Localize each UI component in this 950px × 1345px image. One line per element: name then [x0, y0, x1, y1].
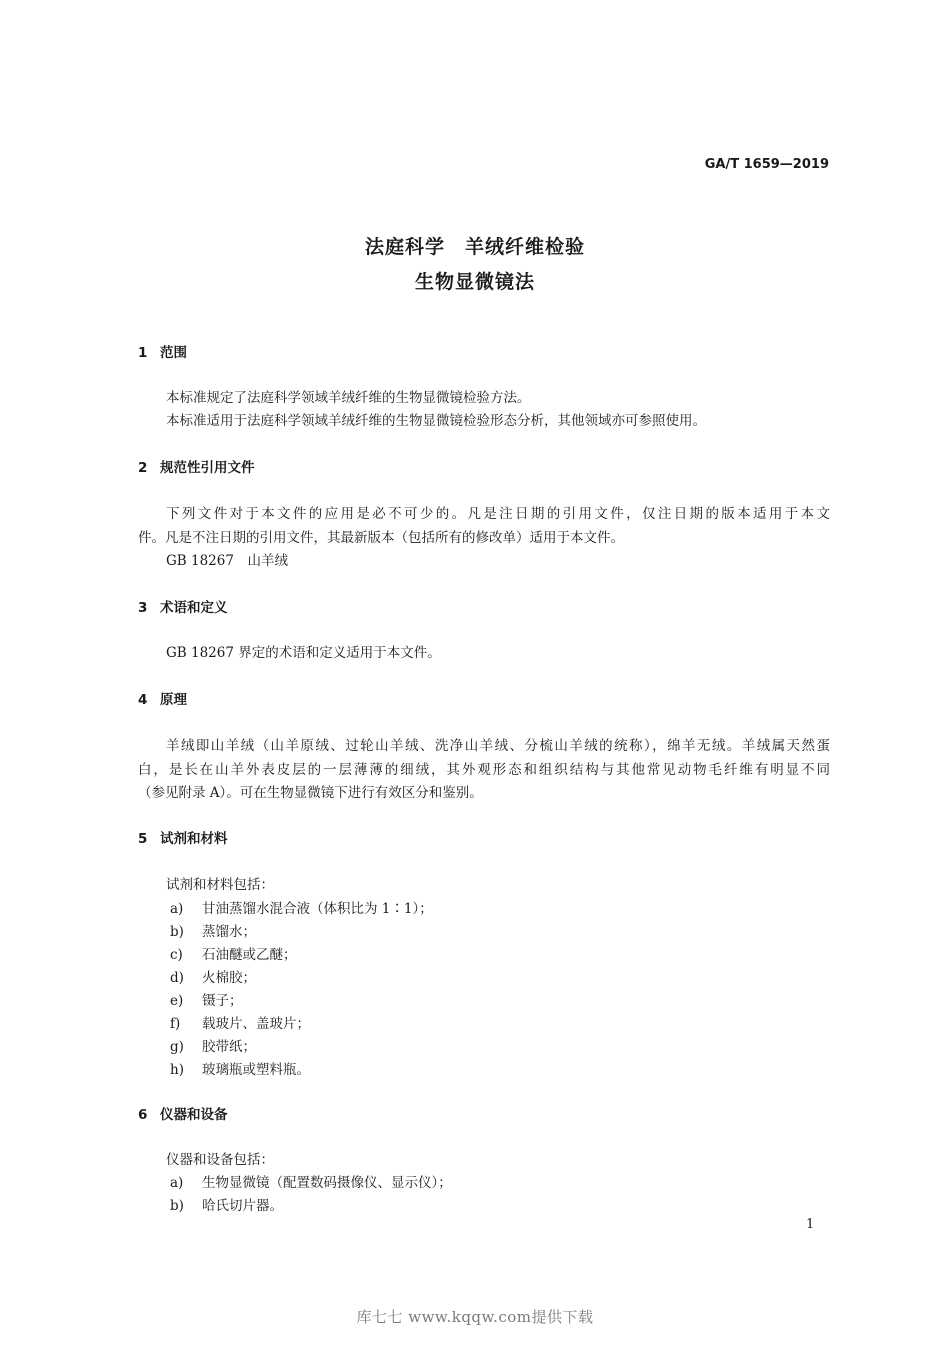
list-label: a) — [170, 901, 184, 917]
section-number: 4 — [138, 692, 148, 708]
paragraph-line: 羊绒即山羊绒（山羊原绒、过轮山羊绒、洗净山羊绒、分梳山羊绒的统称），绵羊无绒。羊绒属天然蛋 — [166, 738, 830, 754]
list-label: b) — [170, 1198, 184, 1214]
list-label: h) — [170, 1062, 184, 1078]
list-text: 镊子； — [202, 993, 243, 1009]
list-text: 玻璃瓶或塑料瓶。 — [202, 1062, 310, 1078]
section-number: 3 — [138, 600, 148, 616]
list-label: c) — [170, 947, 183, 963]
section-title: 仪器和设备 — [160, 1107, 228, 1123]
section-title: 原理 — [160, 692, 187, 708]
document-subtitle: 生物显微镜法 — [414, 271, 535, 293]
section-title: 试剂和材料 — [160, 831, 228, 847]
paragraph-line: 白，是长在山羊外表皮层的一层薄薄的细绒，其外观形态和组织结构与其他常见动物毛纤维有明显不同 — [138, 762, 830, 778]
list-item — [170, 1058, 310, 1078]
list-text: 蒸馏水； — [202, 924, 256, 940]
paragraph-line: （参见附录 A）。可在生物显微镜下进行有效区分和鉴别。 — [138, 785, 483, 801]
page-number: 1 — [806, 1217, 815, 1232]
list-text: 石油醚或乙醚； — [202, 947, 297, 963]
section-heading-instruments — [138, 1103, 228, 1123]
section-heading-reagents — [138, 827, 228, 847]
list-text: 火棉胶； — [202, 970, 256, 986]
paragraph: GB 18267 界定的术语和定义适用于本文件。 — [166, 645, 441, 661]
section-number: 5 — [138, 831, 148, 847]
list-text: 哈氏切片器。 — [202, 1198, 283, 1214]
list-text: 生物显微镜（配置数码摄像仪、显示仪）； — [202, 1175, 452, 1191]
paragraph-line: 件。凡是不注日期的引用文件，其最新版本（包括所有的修改单）适用于本文件。 — [138, 530, 624, 546]
list-intro: 试剂和材料包括： — [166, 877, 274, 893]
reference-item: GB 18267 山羊绒 — [166, 553, 288, 569]
list-text: 载玻片、盖玻片； — [202, 1016, 310, 1032]
section-heading-normative-references — [138, 456, 255, 476]
paragraph: 本标准适用于法庭科学领域羊绒纤维的生物显微镜检验形态分析，其他领域亦可参照使用。 — [166, 413, 706, 429]
list-item — [170, 920, 256, 940]
list-item — [170, 1194, 283, 1214]
list-label: f) — [170, 1016, 181, 1032]
paragraph-line: 下列文件对于本文件的应用是必不可少的。凡是注日期的引用文件，仅注日期的版本适用于本文 — [166, 506, 830, 522]
list-label: g) — [170, 1039, 184, 1055]
section-title: 规范性引用文件 — [160, 460, 255, 476]
download-watermark: 库七七 www.kqqw.com提供下载 — [356, 1308, 594, 1326]
section-heading-scope — [138, 341, 187, 361]
section-title: 范围 — [160, 345, 187, 361]
section-number: 6 — [138, 1107, 148, 1123]
section-heading-terms — [138, 596, 228, 616]
list-item — [170, 1171, 452, 1191]
list-text: 甘油蒸馏水混合液（体积比为 1∶1）； — [202, 901, 433, 917]
section-number: 2 — [138, 460, 148, 476]
list-item — [170, 1012, 310, 1032]
list-label: e) — [170, 993, 184, 1009]
list-text: 胶带纸； — [202, 1039, 256, 1055]
list-item — [170, 966, 256, 986]
section-number: 1 — [138, 345, 148, 361]
list-label: d) — [170, 970, 184, 986]
list-intro: 仪器和设备包括： — [166, 1152, 274, 1168]
list-item — [170, 1035, 256, 1055]
list-item — [170, 943, 297, 963]
section-title: 术语和定义 — [160, 600, 228, 616]
section-heading-principle — [138, 688, 187, 708]
list-item — [170, 989, 243, 1009]
document-title: 法庭科学 羊绒纤维检验 — [364, 236, 585, 258]
list-label: a) — [170, 1175, 184, 1191]
standard-number: GA/T 1659—2019 — [704, 157, 829, 172]
paragraph: 本标准规定了法庭科学领域羊绒纤维的生物显微镜检验方法。 — [166, 390, 531, 406]
list-label: b) — [170, 924, 184, 940]
list-item — [170, 897, 433, 917]
